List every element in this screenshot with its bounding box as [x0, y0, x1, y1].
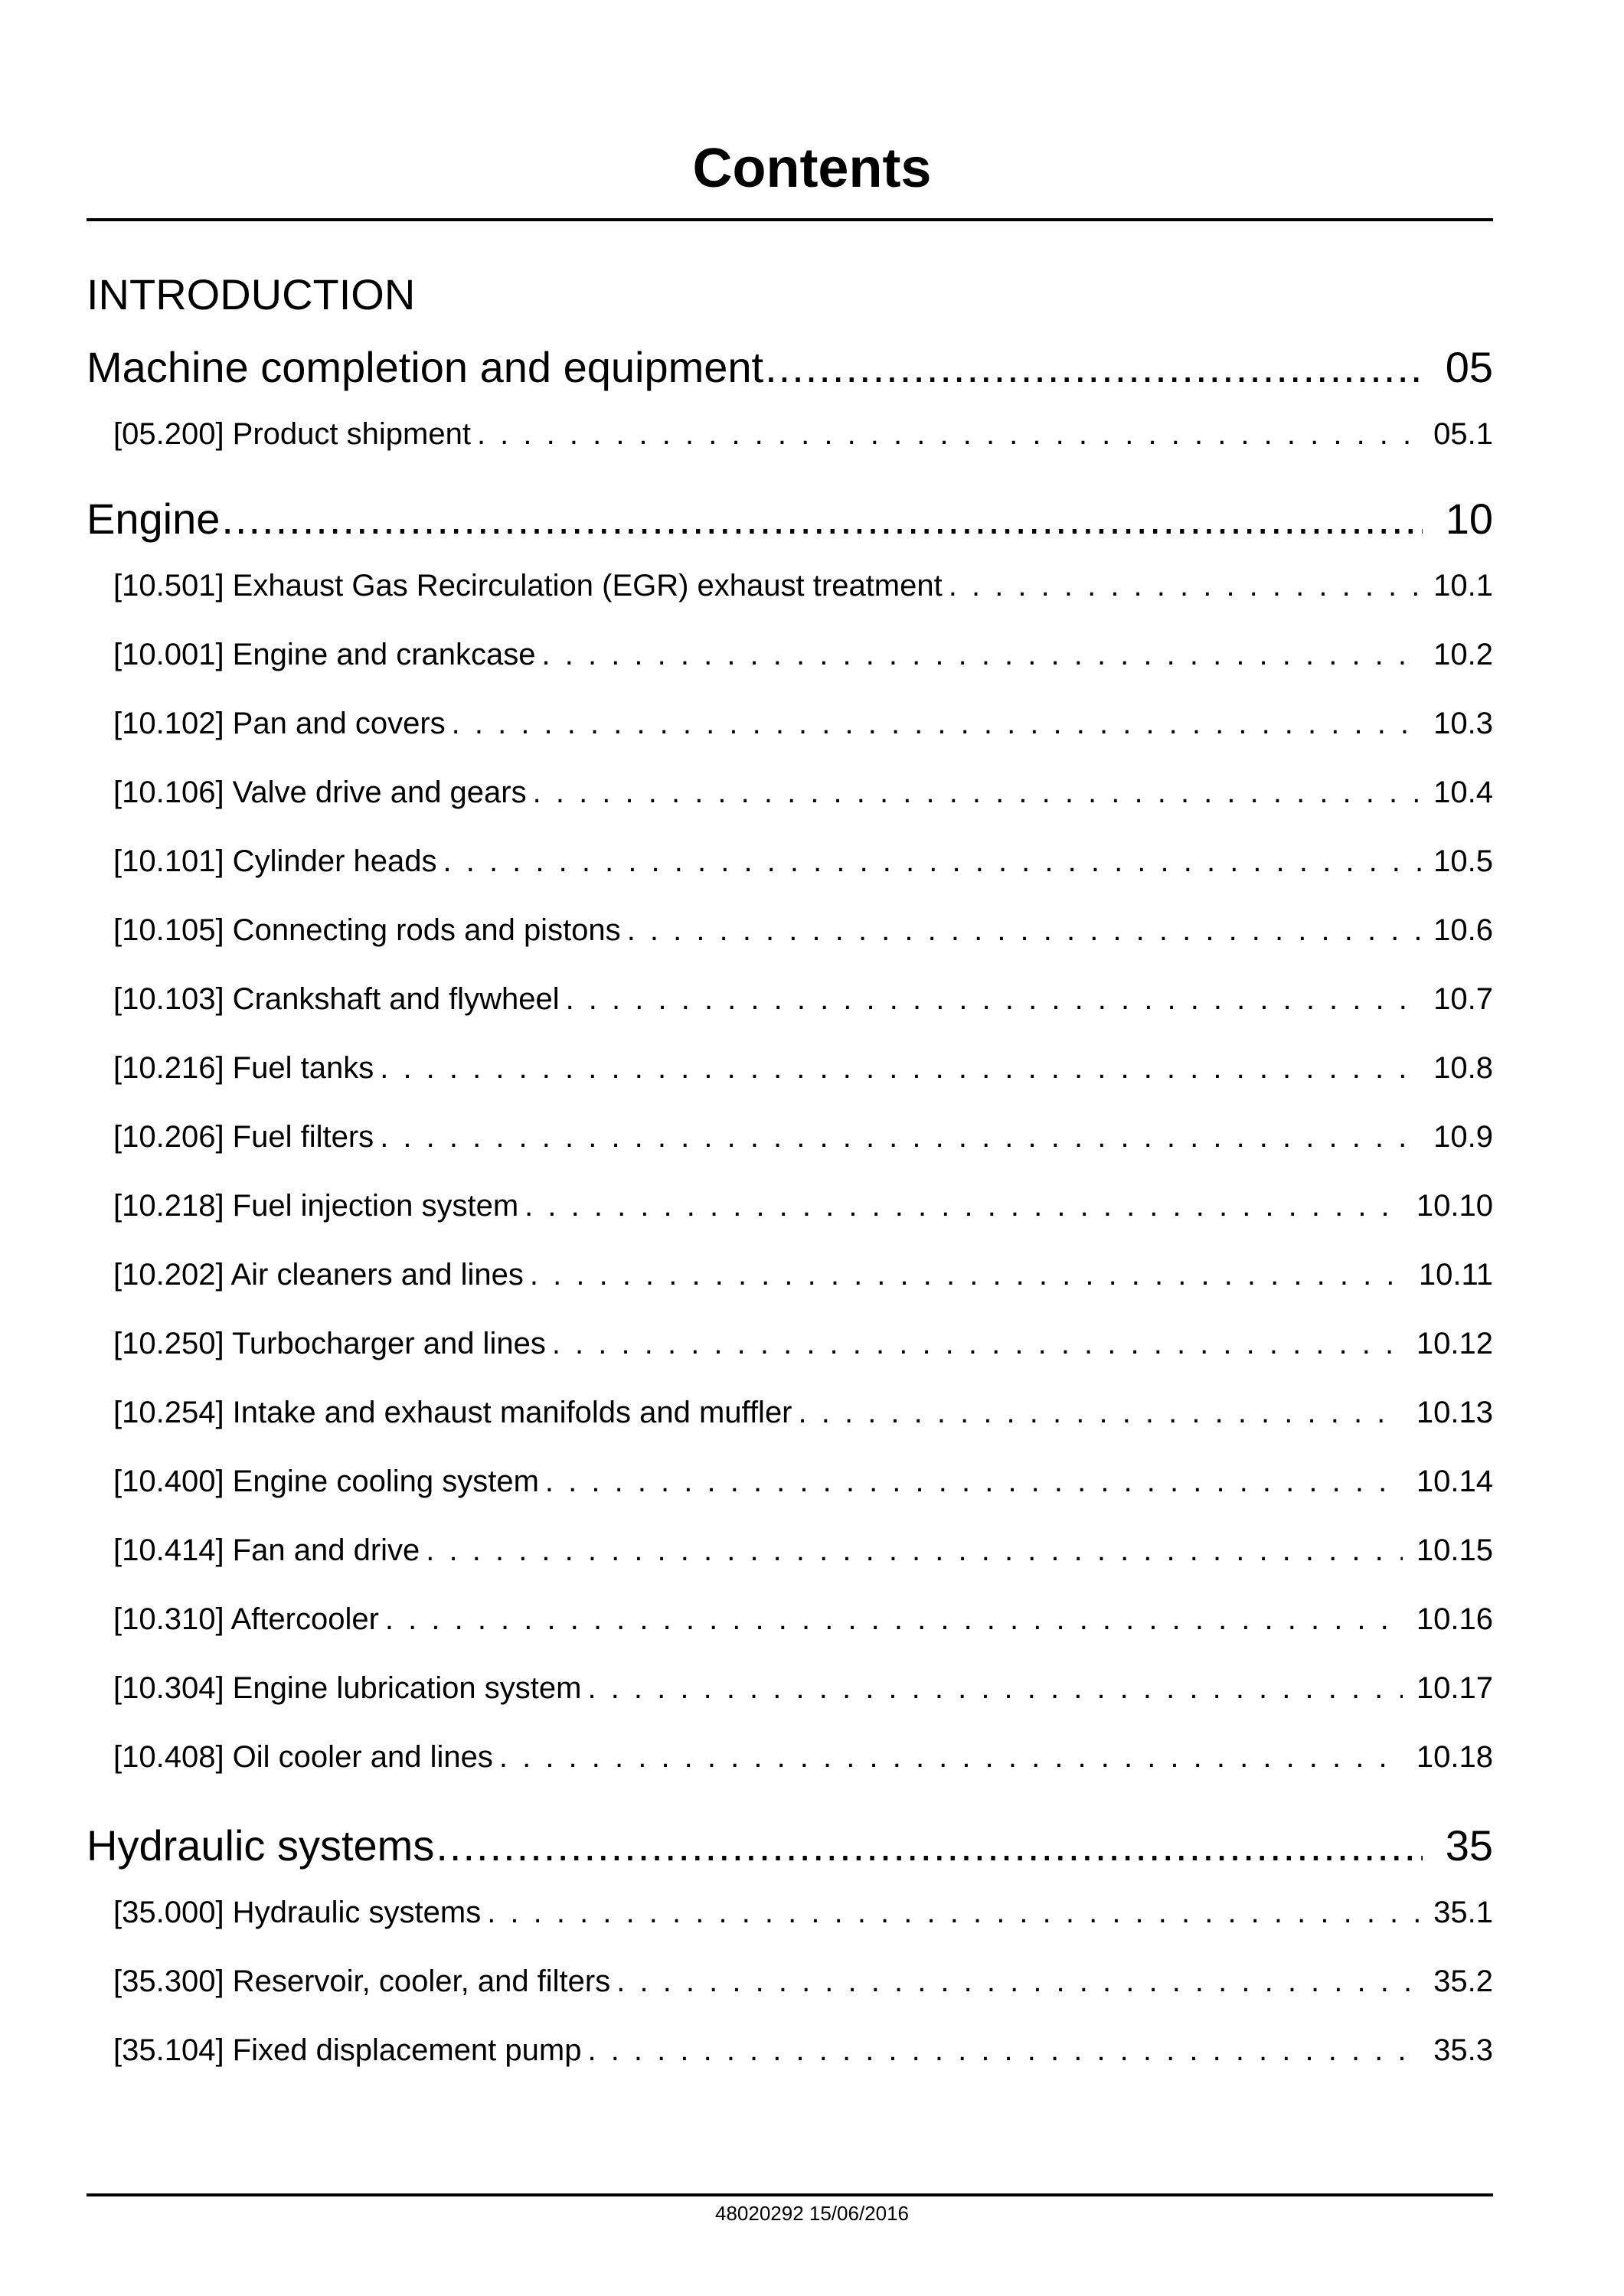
toc-entry-label: [10.102] Pan and covers — [113, 707, 446, 740]
toc-page-number: 10.2 — [1433, 638, 1493, 671]
toc-entry-label: [10.250] Turbocharger and lines — [113, 1327, 546, 1360]
dot-leader — [221, 494, 1422, 544]
dot-leader — [426, 1532, 1403, 1569]
toc-entry[interactable] — [113, 1050, 1493, 1086]
dot-leader — [545, 1463, 1403, 1500]
toc-entry-label: [10.101] Cylinder heads — [113, 844, 437, 878]
toc-entry-label: [10.105] Connecting rods and pistons — [113, 913, 621, 947]
toc-entry-label: [10.501] Exhaust Gas Recirculation (EGR) exhaust treatment — [113, 569, 943, 603]
toc-entry-label: [10.304] Engine lubrication system — [113, 1671, 582, 1705]
toc-entry-label: [10.414] Fan and drive — [113, 1533, 420, 1567]
toc-entry-label: [10.106] Valve drive and gears — [113, 776, 527, 809]
toc-entry-label: [10.408] Oil cooler and lines — [113, 1740, 493, 1774]
toc-entry[interactable] — [113, 1394, 1493, 1431]
footer-divider — [87, 2193, 1493, 2196]
page-title: Contents — [692, 138, 932, 199]
dot-leader — [627, 912, 1423, 949]
toc-page-number: 35.1 — [1433, 1896, 1493, 1929]
toc-entry-label: [10.103] Crankshaft and flywheel — [113, 982, 560, 1016]
toc-entry-label: [10.216] Fuel tanks — [113, 1051, 374, 1085]
dot-leader — [499, 1739, 1403, 1775]
toc-entry[interactable] — [113, 1325, 1493, 1362]
toc-page-number: 10.7 — [1433, 982, 1493, 1016]
toc-entry[interactable] — [113, 1894, 1493, 1931]
toc-entry[interactable] — [113, 1532, 1493, 1569]
title-divider — [87, 218, 1493, 221]
toc-page-number: 10 — [1445, 495, 1493, 543]
toc-entry-label: [10.400] Engine cooling system — [113, 1465, 539, 1498]
toc-entry[interactable] — [113, 1963, 1493, 2000]
toc-page-number: 10.1 — [1433, 569, 1493, 603]
dot-leader — [587, 2032, 1423, 2069]
toc-entry-label: [10.206] Fuel filters — [113, 1120, 374, 1154]
toc-entry-label: [10.218] Fuel injection system — [113, 1189, 519, 1223]
dot-leader — [533, 774, 1423, 811]
dot-leader — [436, 1821, 1422, 1871]
toc-section-entry[interactable] — [87, 494, 1493, 544]
dot-leader — [587, 1670, 1403, 1706]
toc-page-number: 10.12 — [1416, 1327, 1493, 1360]
toc-entry-label: [10.001] Engine and crankcase — [113, 638, 536, 671]
dot-leader — [566, 981, 1423, 1017]
dot-leader — [385, 1601, 1403, 1638]
toc-entry[interactable] — [113, 1256, 1493, 1293]
toc-section-entry[interactable] — [87, 1821, 1493, 1871]
dot-leader — [443, 843, 1423, 880]
toc-page-number: 10.10 — [1416, 1189, 1493, 1223]
toc-page-number: 10.5 — [1433, 844, 1493, 878]
toc-page-number: 10.8 — [1433, 1051, 1493, 1085]
dot-leader — [616, 1963, 1423, 2000]
toc-entry-label: [35.104] Fixed displacement pump — [113, 2033, 582, 2067]
dot-leader — [477, 416, 1423, 452]
toc-entry-label: [10.254] Intake and exhaust manifolds and muffler — [113, 1396, 792, 1429]
toc-entry[interactable] — [113, 1601, 1493, 1638]
toc-entry[interactable] — [113, 2032, 1493, 2069]
toc-page-number: 05.1 — [1433, 417, 1493, 451]
dot-leader — [765, 342, 1423, 393]
dot-leader — [530, 1256, 1403, 1293]
intro-heading: INTRODUCTION — [87, 270, 416, 318]
toc-entry-label: [10.310] Aftercooler — [113, 1602, 379, 1636]
toc-page-number: 10.3 — [1433, 707, 1493, 740]
dot-leader — [542, 636, 1423, 673]
toc-page-number: 35.3 — [1433, 2033, 1493, 2067]
toc-page-number: 10.4 — [1433, 776, 1493, 809]
toc-entry-label: Machine completion and equipment — [87, 343, 764, 391]
toc-page-number: 10.14 — [1416, 1465, 1493, 1498]
toc-page-number: 10.17 — [1416, 1671, 1493, 1705]
toc-page-number: 10.9 — [1433, 1120, 1493, 1154]
toc-entry-label: [35.300] Reservoir, cooler, and filters — [113, 1965, 611, 1998]
toc-entry[interactable] — [113, 1187, 1493, 1224]
dot-leader — [799, 1394, 1403, 1431]
dot-leader — [452, 705, 1423, 742]
toc-page-number: 35.2 — [1433, 1965, 1493, 1998]
dot-leader — [524, 1187, 1403, 1224]
toc-entry[interactable] — [113, 1119, 1493, 1155]
toc-section-entry[interactable] — [87, 342, 1493, 393]
dot-leader — [949, 567, 1423, 604]
toc-entry[interactable] — [113, 1670, 1493, 1706]
dot-leader — [487, 1894, 1423, 1931]
toc-entry-label: [05.200] Product shipment — [113, 417, 471, 451]
toc-entry[interactable] — [113, 981, 1493, 1017]
toc-entry-label: [10.202] Air cleaners and lines — [113, 1258, 524, 1292]
toc-entry-label: [35.000] Hydraulic systems — [113, 1896, 482, 1929]
toc-entry[interactable] — [113, 1463, 1493, 1500]
dot-leader — [380, 1119, 1423, 1155]
dot-leader — [552, 1325, 1403, 1362]
toc-entry[interactable] — [113, 912, 1493, 949]
toc-page-number: 10.15 — [1416, 1533, 1493, 1567]
dot-leader — [380, 1050, 1423, 1086]
toc-page-number: 10.13 — [1416, 1396, 1493, 1429]
toc-page-number: 10.16 — [1416, 1602, 1493, 1636]
toc-entry[interactable] — [113, 1739, 1493, 1775]
toc-entry[interactable] — [113, 636, 1493, 673]
toc-page-number: 10.6 — [1433, 913, 1493, 947]
toc-page-number: 05 — [1445, 343, 1493, 391]
toc-entry[interactable] — [113, 843, 1493, 880]
toc-entry[interactable] — [113, 567, 1493, 604]
toc-entry-label: Hydraulic systems — [87, 1821, 435, 1870]
toc-page-number: 10.18 — [1416, 1740, 1493, 1774]
toc-entry[interactable] — [113, 705, 1493, 742]
toc-entry[interactable] — [113, 774, 1493, 811]
toc-page-number: 10.11 — [1418, 1258, 1493, 1292]
toc-page-number: 35 — [1445, 1821, 1493, 1870]
toc-entry-label: Engine — [87, 495, 221, 543]
footer-document-id: 48020292 15/06/2016 — [714, 2202, 910, 2225]
toc-entry[interactable] — [113, 416, 1493, 452]
